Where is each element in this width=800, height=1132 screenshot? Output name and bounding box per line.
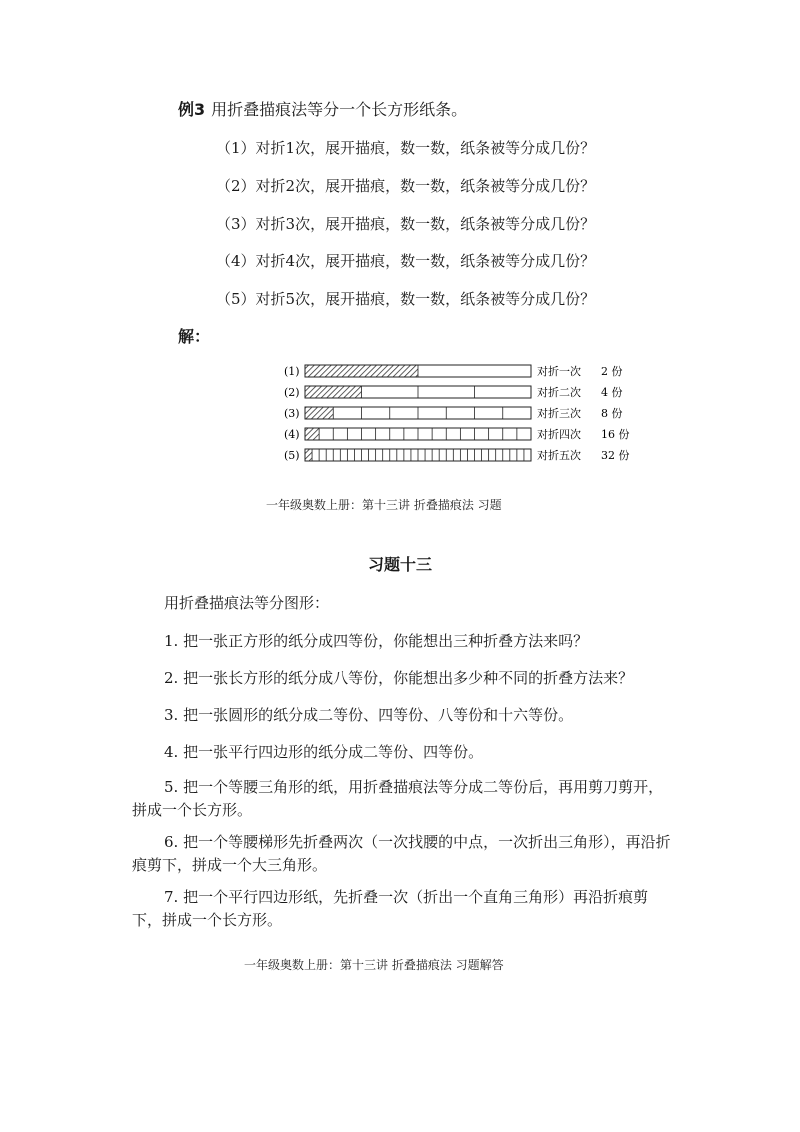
- folding-strips-figure: [0, 0, 800, 480]
- strip-row-3: [284, 406, 623, 420]
- strip-label: (3): [284, 407, 300, 420]
- strip-label: (2): [284, 386, 300, 399]
- homework-title: 习题十三: [367, 555, 432, 574]
- shaded-part: [305, 428, 319, 440]
- strip-row-1: [284, 364, 623, 378]
- section-caption-1: 一年级奥数上册：第十三讲 折叠描痕法 习题: [266, 498, 502, 512]
- parts-label: 32 份: [601, 449, 630, 462]
- exercise-1: 1. 把一张正方形的纸分成四等份，你能想出三种折叠方法来吗？: [164, 632, 589, 650]
- question-4: （4）对折4次，展开描痕，数一数，纸条被等分成几份？: [216, 252, 596, 270]
- solution-label: 解：: [178, 327, 211, 346]
- homework-intro: 用折叠描痕法等分图形：: [164, 594, 330, 612]
- exercise-5: 5. 把一个等腰三角形的纸，用折叠描痕法等分成二等份后，再用剪刀剪开，拼成一个长方形。: [132, 778, 664, 819]
- exercise-6: 6. 把一个等腰梯形先折叠两次（一次找腰的中点，一次折出三角形），再沿折痕剪下，拼成一个大三角形。: [132, 833, 671, 874]
- strip-label: (5): [284, 449, 300, 462]
- shaded-part: [305, 365, 418, 377]
- strip-row-5: [284, 448, 630, 462]
- shaded-part: [305, 386, 362, 398]
- fold-count-label: 对折三次: [537, 407, 581, 420]
- strip-row-2: [284, 385, 623, 399]
- section-caption-2: 一年级奥数上册：第十三讲 折叠描痕法 习题解答: [244, 958, 504, 972]
- exercise-3: 3. 把一张圆形的纸分成二等份、四等份、八等份和十六等份。: [164, 706, 574, 724]
- parts-label: 8 份: [601, 407, 623, 420]
- parts-label: 2 份: [601, 365, 623, 378]
- example-label: 例3: [178, 100, 206, 119]
- question-5: （5）对折5次，展开描痕，数一数，纸条被等分成几份？: [216, 290, 596, 308]
- question-2: （2）对折2次，展开描痕，数一数，纸条被等分成几份？: [216, 177, 596, 195]
- fold-count-label: 对折四次: [537, 428, 581, 441]
- exercise-4: 4. 把一张平行四边形的纸分成二等份、四等份。: [164, 743, 484, 761]
- strip-label: (1): [284, 365, 300, 378]
- exercise-2: 2. 把一张长方形的纸分成八等份，你能想出多少种不同的折叠方法来？: [164, 669, 634, 687]
- strip-row-4: [284, 427, 630, 441]
- parts-label: 4 份: [601, 386, 623, 399]
- shaded-part: [305, 407, 333, 419]
- parts-label: 16 份: [601, 428, 630, 441]
- fold-count-label: 对折一次: [537, 365, 581, 378]
- strip-label: (4): [284, 428, 300, 441]
- fold-count-label: 对折二次: [537, 386, 581, 399]
- question-3: （3）对折3次，展开描痕，数一数，纸条被等分成几份？: [216, 215, 596, 233]
- shaded-part: [305, 449, 312, 461]
- exercise-7: 7. 把一个平行四边形纸，先折叠一次（折出一个直角三角形）再沿折痕剪下，拼成一个长方形。: [132, 888, 649, 929]
- fold-count-label: 对折五次: [537, 449, 581, 462]
- question-1: （1）对折1次，展开描痕，数一数，纸条被等分成几份？: [216, 139, 596, 157]
- example-title-text: 用折叠描痕法等分一个长方形纸条。: [211, 100, 468, 119]
